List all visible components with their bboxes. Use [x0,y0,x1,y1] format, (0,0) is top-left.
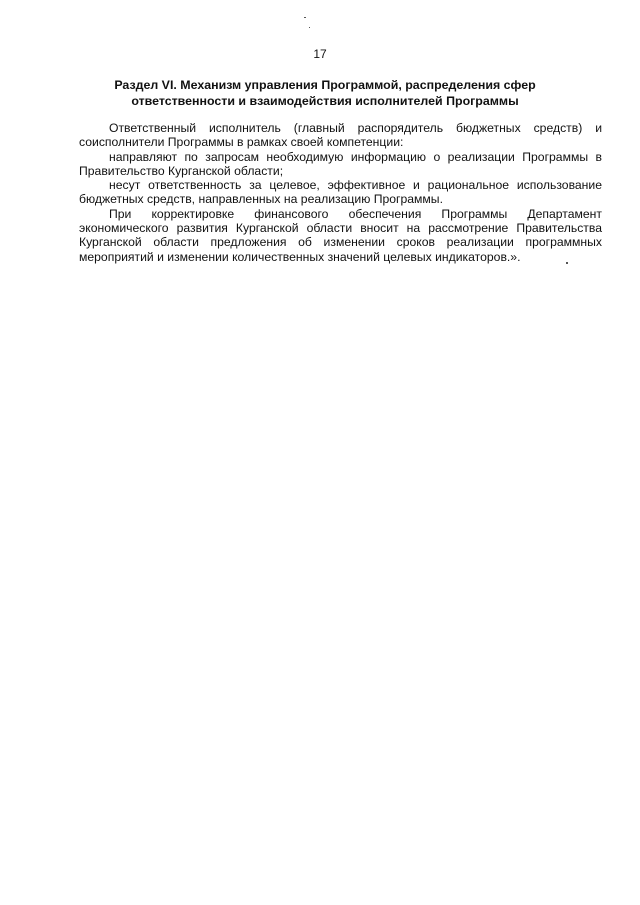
scan-speck [304,17,306,18]
scan-speck [309,27,310,28]
section-heading-line-2: ответственности и взаимодействия исполнителей Программы [131,93,519,108]
paragraph-financing-adjustment: При корректировке финансового обеспечения Программы Департамент экономического развития Курганской области вносит на рассмотрение Правительства Курганской области предложения об изменении сроков реализации программных мероприятий и изменении количественных значений целевых индикаторов.». [79,206,602,264]
paragraph-responsibility: несут ответственность за целевое, эффективное и рациональное использование бюджетных средств, направленных на реализацию Программы. [79,178,602,207]
paragraph-responsible-executor: Ответственный исполнитель (главный распорядитель бюджетных средств) и соисполнители Программы в рамках своей компетенции: [79,121,602,150]
section-heading [100,78,550,109]
page-number: 17 [313,47,327,61]
scan-speck [566,262,568,264]
body-text [79,121,602,264]
section-heading-line-1: Раздел VI. Механизм управления Программой, распределения сфер [114,78,536,92]
paragraph-information: направляют по запросам необходимую информацию о реализации Программы в Правительство Курганской области; [79,149,602,178]
